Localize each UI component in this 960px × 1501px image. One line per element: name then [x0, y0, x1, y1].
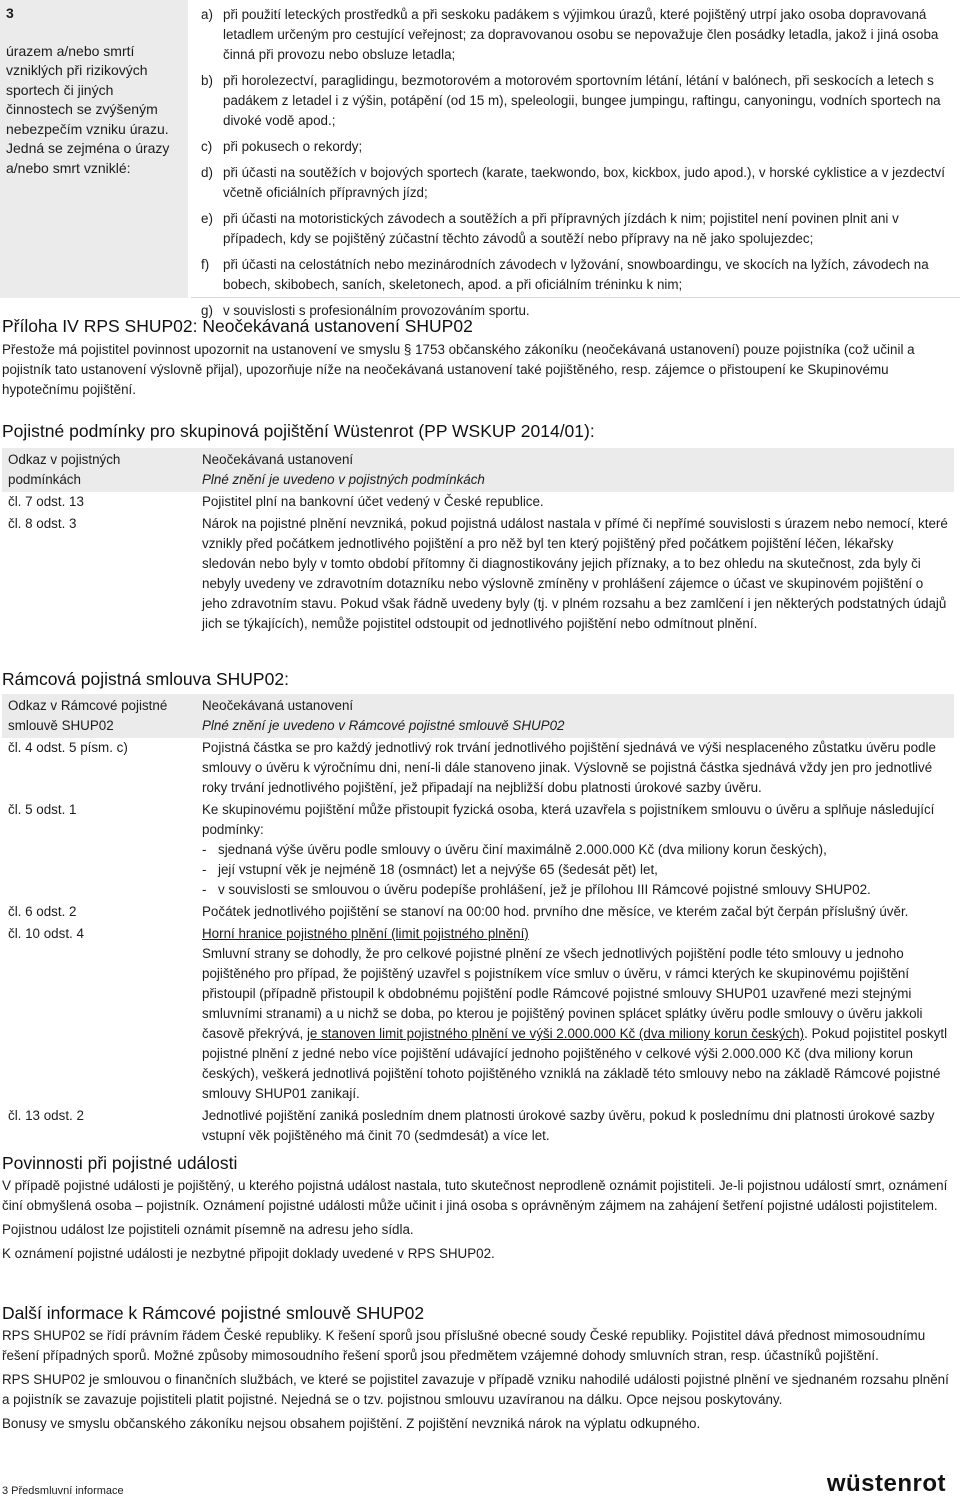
paragraph: Pojistnou událost lze pojistiteli oznámit písemně na adresu jeho sídla. [2, 1222, 414, 1237]
row-text: Pojistná částka se pro každý jednotlivý rok trvání jednotlivého pojištění sjednává ve výši nesplaceného zůstatku úvěru podle smlouvy o úvěru k výročnímu dni, není-li dále stanoveno jinak. Výslovně se pojistná částka sjednává vždy jen pro jednotlivé roky trvání jednotlivého pojištění, jež připadají na nejbližší dobu platnosti úrokové sazby úvěru. [202, 740, 936, 795]
row-ref: čl. 7 odst. 13 [8, 494, 84, 509]
list-item [201, 71, 954, 131]
item-marker: f) [201, 257, 210, 272]
further-heading: Další informace k Rámcové pojistné smlouvě SHUP02 [2, 1303, 425, 1323]
page-footer-label: 3 Předsmluvní informace [2, 1485, 124, 1497]
row-text: Nárok na pojistné plnění nevzniká, pokud pojistná událost nastala v přímé či nepřímé souvislosti s úrazem nebo nemocí, které vznikly před počátkem jednotlivého pojištění a pro něž byl ten který pojištěný před počátkem pojištění léčen, lékařsky sledován nebo byly v tomto období přítomny či diagnostikovány jejich příznaky, a to bez ohledu na skutečnost, zda byly či nebyly uvedeny ve zdravotním dotazníku nebo výslovně zmíněny v prohlášení zájemce o účast ve skupinovém pojištění o jeho zdravotním stavu. Pokud však řádně uvedeny byly (tj. v plném rozsahu a bez zamlčení i jen některých podstatných údajů jich se týkajících), nemůže pojistitel odstoupit od jednotlivého pojištění nebo odmítnout plnění. [202, 516, 948, 631]
bullet-text: sjednaná výše úvěru podle smlouvy o úvěru činí maximálně 2.000.000 Kč (dva miliony korun českých), [218, 842, 827, 857]
item-text: při pokusech o rekordy; [223, 139, 363, 154]
frame-col2-header-cell [198, 694, 954, 738]
item-text: při horolezectví, paraglidingu, bezmotorovém a motorovém sportovním létání, létání v balónech, při seskocích a letech s padákem z letadel i z výšin, potápění (od 15 m), speleologii, bungee jumpingu, raftingu, canyoningu, vodních sportech na divoké vodě apod.; [223, 73, 941, 128]
table-row [2, 800, 954, 902]
exclusions-left-cell [0, 0, 191, 298]
further-body [2, 1326, 954, 1438]
table-row [2, 514, 954, 636]
annex-intro [2, 340, 954, 404]
table-row [2, 738, 954, 800]
paragraph: K oznámení pojistné události je nezbytné připojit doklady uvedené v RPS SHUP02. [2, 1246, 495, 1261]
annex-intro-text: Přestože má pojistitel povinnost upozornit na ustanovení ve smyslu § 1753 občanského zákoníku (neočekávaná ustanovení) pouze pojistníka (což učinil a pojistník tato ustanovení výslovně přijal), upozorňuje níže na neočekávaná ustanovení také pojištěného, resp. zájemce o přistoupení ke Skupinovému hypotečnímu pojištění. [2, 342, 915, 397]
row-ref: čl. 6 odst. 2 [8, 904, 77, 919]
row-ref: čl. 5 odst. 1 [8, 802, 77, 817]
pp-col2-header: Neočekávaná ustanovení [202, 452, 354, 467]
row-ref: čl. 4 odst. 5 písm. c) [8, 740, 128, 755]
pp-col2-subheader: Plné znění je uvedeno v pojistných podmínkách [202, 472, 485, 487]
item-marker: d) [201, 165, 213, 180]
exclusions-number: 3 [6, 5, 14, 21]
table-header-row [2, 694, 954, 738]
item-marker: a) [201, 7, 213, 22]
row-text-cell [198, 800, 954, 902]
row-ref: čl. 8 odst. 3 [8, 516, 77, 531]
row-intro: Ke skupinovému pojištění může přistoupit fyzická osoba, která uzavřela s pojistníkem smlouvu o úvěru a splňuje následující podmínky: [202, 802, 935, 837]
row-text-cell [198, 924, 954, 1106]
table-row [2, 1106, 954, 1148]
list-item: - sjednaná výše úvěru podle smlouvy o úvěru činí maximálně 2.000.000 Kč (dva miliony korun českých), [202, 840, 950, 860]
row-ref: čl. 13 odst. 2 [8, 1108, 84, 1123]
item-text: při použití leteckých prostředků a při seskoku padákem s výjimkou úrazů, které pojištěný utrpí jako osoba dopravovaná letadlem určeným pro cestující veřejnost; za dopravovanou osobu se nepovažuje člen posádky letadla, jakož i jiná osoba činná při provozu nebo obsluze letadla; [223, 7, 939, 62]
row-text: Pojistitel plní na bankovní účet vedený v České republice. [202, 494, 544, 509]
list-item [201, 255, 954, 295]
paragraph: V případě pojistné události je pojištěný, u kterého pojistná událost nastala, tuto skutečnost neprodleně oznámit pojistiteli. Je-li pojistnou událostí smrt, oznámení činí obmyšlená osoba – pojistník. Oznámení pojistné události může učinit i jiná osoba s oprávněným zájmem na zahájení šetření pojistné události pojistitelem. [2, 1178, 948, 1213]
list-item [201, 163, 954, 203]
exclusions-description: úrazem a/nebo smrtí vzniklých při rizikových sportech či jiných činnostech se zvýšeným nebezpečím vzniku úrazu. Jedná se zejména o úrazy a/nebo smrt vzniklé: [6, 42, 170, 176]
exclusions-table [0, 0, 960, 318]
frame-col1-header: Odkaz v Rámcové pojistné smlouvě SHUP02 [2, 694, 198, 738]
duties-body [2, 1176, 954, 1268]
item-text: v souvislosti s profesionálním provozováním sportu. [223, 303, 530, 318]
pp-heading: Pojistné podmínky pro skupinová pojištění Wüstenrot (PP WSKUP 2014/01): [2, 421, 595, 441]
item-marker: e) [201, 211, 213, 226]
pp-col2-header-cell [198, 448, 954, 492]
bullet-text: v souvislosti se smlouvou o úvěru podepíše prohlášení, jež je přílohou III Rámcové pojistné smlouvy SHUP02. [218, 882, 871, 897]
bullet-text: její vstupní věk je nejméně 18 (osmnáct) let a nejvýše 65 (šedesát pět) let, [218, 862, 658, 877]
brand-logo: wüstenrot [826, 1470, 946, 1497]
row-title: Horní hranice pojistného plnění (limit pojistného plnění) [202, 926, 529, 941]
row-text: Počátek jednotlivého pojištění se stanoví na 00:00 hod. prvního dne měsíce, ve kterém začal být čerpán příslušný úvěr. [202, 904, 909, 919]
item-marker: c) [201, 139, 213, 154]
paragraph: RPS SHUP02 se řídí právním řádem České republiky. K řešení sporů jsou příslušné obecné soudy České republiky. Pojistitel dává přednost mimosoudnímu řešení případných sporů. Možné způsoby mimosoudního řešení sporů jsou předmětem vzájemné dohody smluvních stran, resp. účastníků pojištění. [2, 1328, 926, 1363]
paragraph: RPS SHUP02 je smlouvou o finančních službách, ve které se pojistitel zavazuje v případě vzniku nahodilé události pojistné plnění ve sjednaném rozsahu plnění a pojistník se zavazuje pojistiteli platit pojistné. Nejedná se o tzv. pojistnou smlouvu uzavíranou na dálku. Opce nejsou poskytovány. [2, 1372, 949, 1407]
list-item [201, 209, 954, 249]
exclusions-list [191, 0, 960, 318]
duties-heading: Povinnosti při pojistné události [2, 1153, 238, 1173]
item-marker: g) [201, 303, 213, 318]
frame-col2-subheader: Plné znění je uvedeno v Rámcové pojistné smlouvě SHUP02 [202, 718, 565, 733]
table-row [2, 924, 954, 1106]
item-text: při účasti na soutěžích v bojových sportech (karate, taekwondo, box, kickbox, judo apod.), v horské cyklistice a v jezdectví včetně oficiálních přípravných jízd; [223, 165, 945, 200]
table-header-row [2, 448, 954, 492]
item-text: při účasti na motoristických závodech a soutěžích a při přípravných jízdách k nim; pojistitel není povinen plnit ani v případech, kdy se pojištěný zúčastní těchto závodů a soutěží nebo přípravy na ně jako spolujezdec; [223, 211, 899, 246]
frame-table [2, 694, 954, 1148]
list-item [201, 137, 954, 157]
row-body: Smluvní strany se dohodly, že pro celkové pojistné plnění ze všech jednotlivých pojištění podle této smlouvy u jednoho pojištěného pro případ, že pojištěný uzavřel s pojistníkem více smluv o úvěru, v rámci kterých ke skupinovému pojištění přistoupil (případně přistoupil k obdobnému pojištění podle Rámcové pojistné smlouvy SHUP01 uzavřené mezi stejnými smluvními stranami) a u nichž se doba, po kterou je pojištěný povinen splácet splátky úvěru podle smlouvy o úvěru jakkoli časově překrývá, je stanoven limit pojistného plnění ve výši 2.000.000 Kč (dva miliony korun českých). Pokud pojistitel poskytl pojistné plnění z jedné nebo více pojištění udávající jednoho pojištěného v celkové výši 2.000.000 Kč (dva miliony korun českých), veškerá jednotlivá pojištění tohoto pojištěného vzniklá na základě této smlouvy nebo na základě Rámcové pojistné smlouvy SHUP01 zanikají. [202, 946, 948, 1101]
table-row [2, 902, 954, 924]
paragraph: Bonusy ve smyslu občanského zákoníku nejsou obsahem pojištění. Z pojištění nevzniká nárok na výplatu odkupného. [2, 1416, 701, 1431]
item-text: při účasti na celostátních nebo mezinárodních závodech v lyžování, snowboardingu, ve skocích na lyžích, závodech na bobech, skibobech, saních, skeletonech, apod. a při oficiálním tréninku k nim; [223, 257, 929, 292]
row-text: Jednotlivé pojištění zaniká posledním dnem platnosti úrokové sazby úvěru, pokud k poslednímu dni platnosti úrokové sazby vstupní věk pojištěného má činit 70 (sedmdesát) a více let. [202, 1108, 935, 1143]
annex-heading: Příloha IV RPS SHUP02: Neočekávaná ustanovení SHUP02 [2, 316, 473, 336]
list-item: - v souvislosti se smlouvou o úvěru podepíše prohlášení, jež je přílohou III Rámcové pojistné smlouvy SHUP02. [202, 880, 950, 900]
pp-table [2, 448, 954, 636]
table-row [2, 492, 954, 514]
frame-heading: Rámcová pojistná smlouva SHUP02: [2, 669, 289, 689]
limit-text: je stanoven limit pojistného plnění ve výši 2.000.000 Kč (dva miliony korun českých) [306, 1026, 805, 1041]
list-item: - její vstupní věk je nejméně 18 (osmnáct) let a nejvýše 65 (šedesát pět) let, [202, 860, 950, 880]
frame-col2-header: Neočekávaná ustanovení [202, 698, 354, 713]
list-item [201, 5, 954, 65]
pp-col1-header: Odkaz v pojistných podmínkách [2, 448, 198, 492]
row-ref: čl. 10 odst. 4 [8, 926, 84, 941]
item-marker: b) [201, 73, 213, 88]
